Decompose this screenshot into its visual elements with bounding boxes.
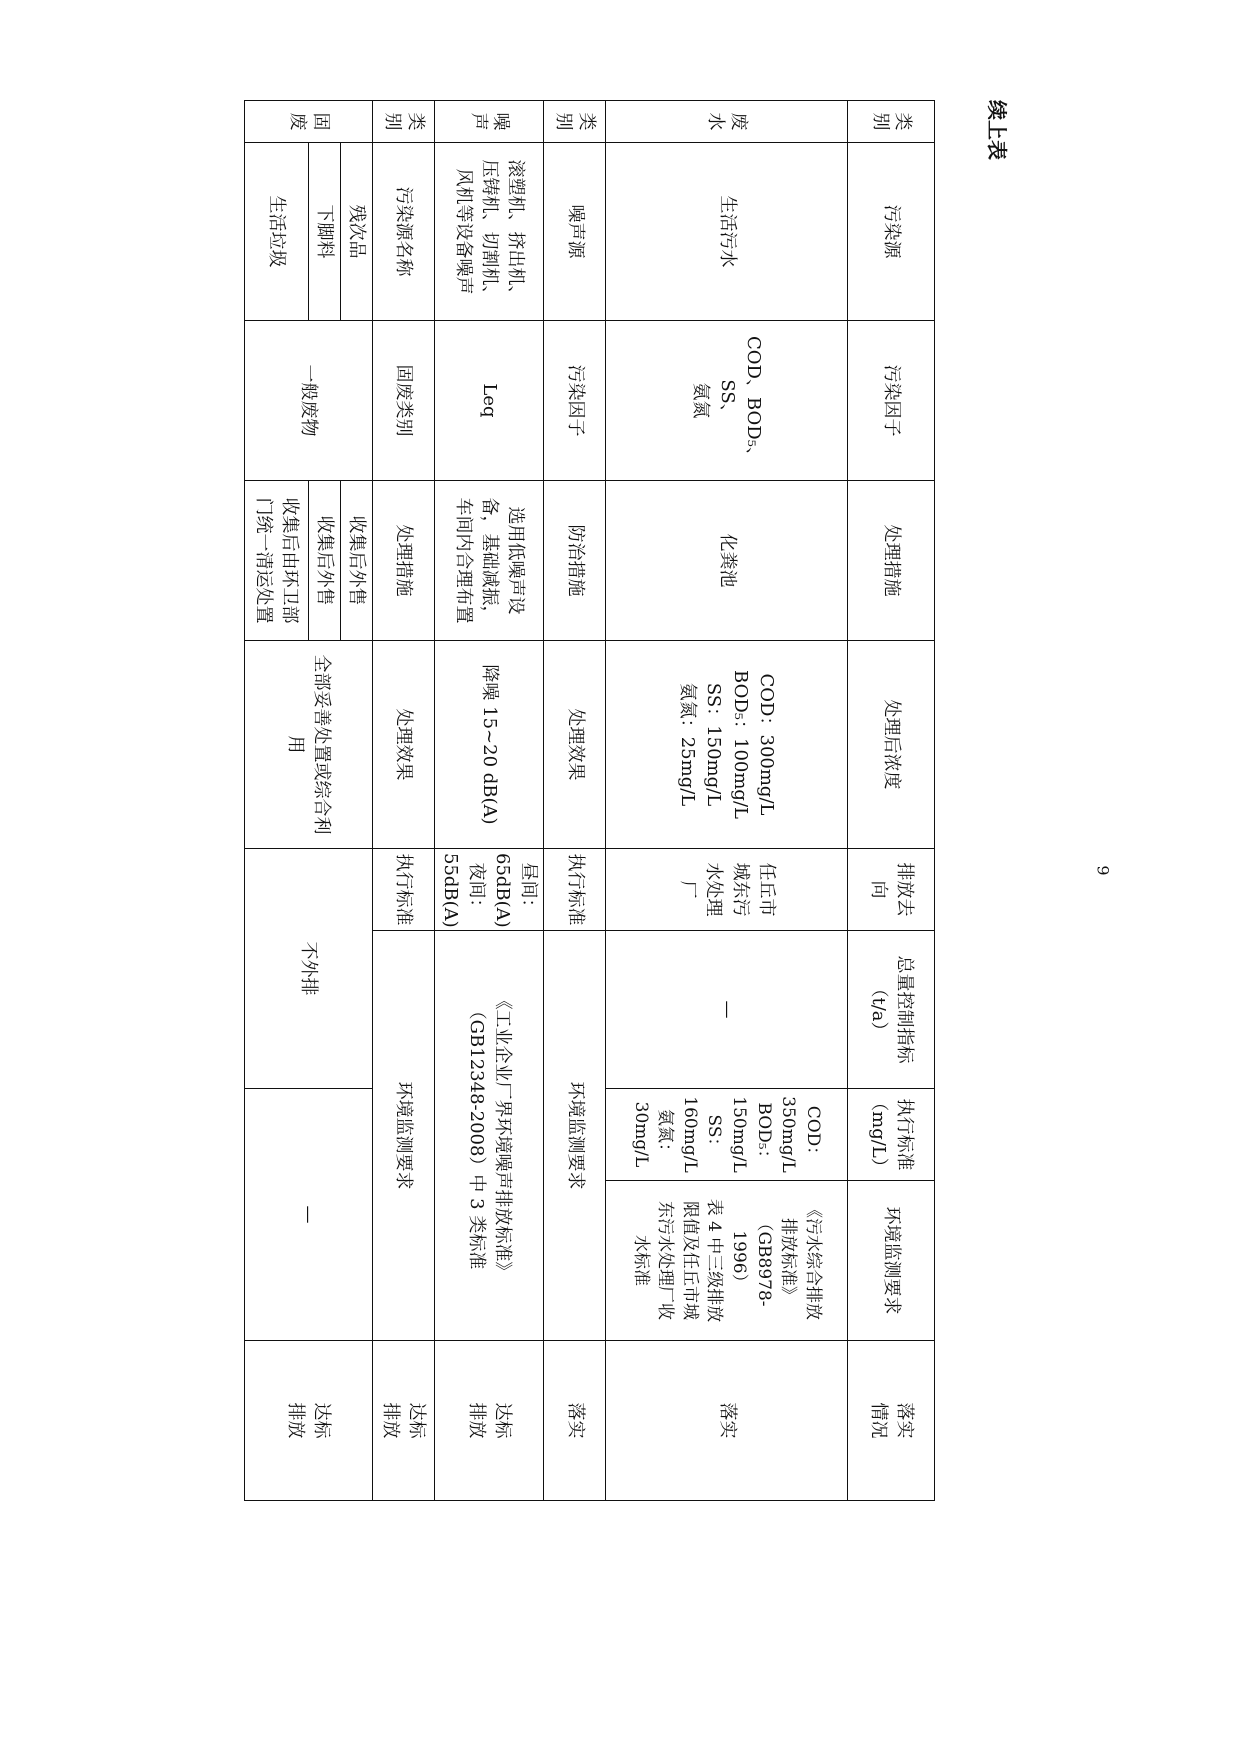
solid-category: 固 废 — [244, 101, 372, 143]
water-monitoring-header: 环境监测要求 — [848, 1181, 935, 1341]
water-concentration: COD：300mg/L BOD₅：100mg/L SS：150mg/L 氨氮：25mg/L — [606, 641, 848, 849]
noise-source: 滚塑机、挤出机、 压铸机、切割机、 风机等设备噪声 — [434, 143, 543, 321]
noise-status: 达标 排放 — [434, 1341, 543, 1501]
water-measure: 化粪池 — [606, 481, 848, 641]
water-monitoring: 《污水综合排放 排放标准》 （GB8978-1996） 表 4 中三级排放 限值及任丘市城 东污水处理厂收 水标准 — [606, 1181, 848, 1341]
solid-header-row — [372, 101, 434, 1501]
solid-monitoring: — — [244, 1089, 372, 1341]
table-caption: 续上表 — [985, 100, 1009, 160]
noise-category-header: 类 别 — [544, 101, 606, 143]
solid-status-header: 达标 排放 — [372, 1341, 434, 1501]
solid-source: 残次品 — [340, 143, 372, 321]
noise-source-header: 噪声源 — [544, 143, 606, 321]
rotated-page-content — [195, 100, 1009, 1500]
solid-effect-header: 处理效果 — [372, 641, 434, 849]
solid-standard: 不外排 — [244, 849, 372, 1089]
solid-monitoring-header: 环境监测要求 — [372, 931, 434, 1341]
water-factor: COD、BOD₅、SS、 氨氮 — [606, 321, 848, 481]
solid-factor: 一般废物 — [244, 321, 372, 481]
noise-measure-header: 防治措施 — [544, 481, 606, 641]
water-destination: 任丘市 城东污 水处理 厂 — [606, 849, 848, 931]
water-measure-header: 处理措施 — [848, 481, 935, 641]
solid-measure: 收集后由环卫部 门统一清运处置 — [244, 481, 308, 641]
solid-measure: 收集后外售 — [308, 481, 340, 641]
water-data-row — [606, 101, 848, 1501]
water-concentration-header: 处理后浓度 — [848, 641, 935, 849]
water-standard: COD： 350mg/L BOD₅： 150mg/L SS： 160mg/L 氨氮： 30mg/L — [606, 1089, 848, 1181]
noise-effect: 降噪 15~20 dB(A) — [434, 641, 543, 849]
water-category-header: 类 别 — [848, 101, 935, 143]
noise-monitoring: 《工业企业厂界环境噪声排放标准》 （GB12348-2008）中 3 类标准 — [434, 931, 543, 1341]
solid-category-header: 类 别 — [372, 101, 434, 143]
water-destination-header: 排放去 向 — [848, 849, 935, 931]
solid-source: 生活垃圾 — [244, 143, 308, 321]
noise-effect-header: 处理效果 — [544, 641, 606, 849]
water-category: 废 水 — [606, 101, 848, 143]
water-total-control-header: 总量控制指标 （t/a） — [848, 931, 935, 1089]
solid-measure: 收集后外售 — [340, 481, 372, 641]
pollution-control-table — [244, 100, 935, 1501]
noise-factor-header: 污染因子 — [544, 321, 606, 481]
water-status: 落实 — [606, 1341, 848, 1501]
solid-source: 下脚料 — [308, 143, 340, 321]
noise-category: 噪 声 — [434, 101, 543, 143]
noise-measure: 选用低噪声设 备，基础减振， 车间内合理布置 — [434, 481, 543, 641]
water-total-control: — — [606, 931, 848, 1089]
noise-data-row — [434, 101, 543, 1501]
water-factor-header: 污染因子 — [848, 321, 935, 481]
water-source: 生活污水 — [606, 143, 848, 321]
solid-row — [340, 101, 372, 1501]
solid-source-header: 污染源名称 — [372, 143, 434, 321]
water-status-header: 落实 情况 — [848, 1341, 935, 1501]
solid-factor-header: 固废类别 — [372, 321, 434, 481]
water-source-header: 污染源 — [848, 143, 935, 321]
water-standard-header: 执行标准 （mg/L） — [848, 1089, 935, 1181]
solid-status: 达标 排放 — [244, 1341, 372, 1501]
page-number: 9 — [1093, 865, 1113, 876]
solid-standard-header: 执行标准 — [372, 849, 434, 931]
noise-header-row — [544, 101, 606, 1501]
noise-factor: Leq — [434, 321, 543, 481]
solid-measure-header: 处理措施 — [372, 481, 434, 641]
noise-status-header: 落实 — [544, 1341, 606, 1501]
noise-monitoring-header: 环境监测要求 — [544, 931, 606, 1341]
solid-effect: 全部妥善处置或综合利 用 — [244, 641, 372, 849]
water-header-row — [848, 101, 935, 1501]
noise-standard-header: 执行标准 — [544, 849, 606, 931]
noise-standard: 昼间：65dB(A) 夜间：55dB(A) — [434, 849, 543, 931]
